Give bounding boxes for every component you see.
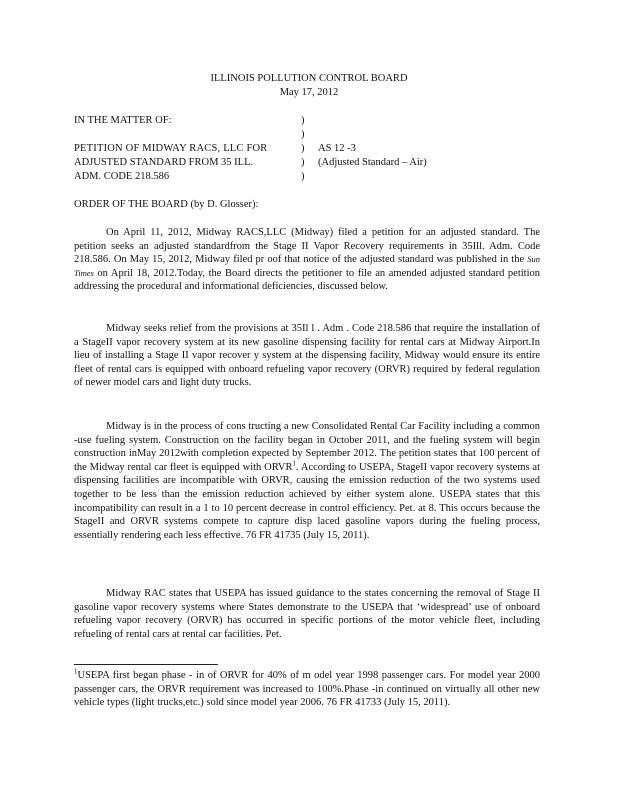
caption-paren: ): [301, 129, 305, 140]
paragraph-3-text-b: . According to USEPA, StageII vapor recovery systems at dispensing facilities are incompatible with ORVR, causing the emission reduction of the two systems used together to be less than the emission reduction achieved by either system alone. USEPA states that this incompatibility can result in a 1 to 10 percent decrease in control efficiency. Pet. at 8. This occurs because the StageII and ORVR systems compete to capture disp laced gasoline vapors during the fueling process, essentially rendering each less effective. 76 FR 41735 (July 15, 2011).: [74, 461, 541, 541]
board-title: ILLINOIS POLLUTION CONTROL BOARD: [210, 73, 408, 84]
in-the-matter-label: IN THE MATTER OF:: [74, 115, 172, 126]
paragraph-4: [74, 587, 540, 641]
case-number: AS 12 -3: [318, 143, 356, 154]
petition-line-3: ADM. CODE 218.586: [74, 171, 170, 182]
paragraph-3-text-a: Midway is in the process of cons tructing a new Consolidated Rental Car Facility including a common -use fueling system. Construction on the facility began in October 2011, and the fueling system will begin construction inMay 2012with completion expected by September 2012. The petition states that 100 percent of the Midway rental car fleet is equipped with ORVR: [74, 421, 540, 473]
caption-paren: ): [301, 157, 305, 168]
footnote-reference[interactable]: 1: [292, 459, 296, 468]
newspaper-name: Sun Times: [74, 254, 540, 278]
footnote-text: USEPA first began phase - in of ORVR for 40% of m odel year 1998 passenger cars. For model year 2000 passenger cars, the ORVR requirement was increased to 100%.Phase -in continued on virtually all other new vehicle types (light trucks,etc.) sold since model year 2006. 76 FR 41733 (July 15, 2011).: [74, 670, 540, 709]
order-date: May 17, 2012: [279, 87, 339, 98]
footnote: [74, 669, 540, 710]
paragraph-1-text-b: on April 18, 2012.Today, the Board directs the petitioner to file an amended adjusted standard petition addressing the procedural and informational deficiencies, discussed below.: [74, 267, 540, 293]
footnote-divider: [74, 664, 218, 665]
petition-line-2: ADJUSTED STANDARD FROM 35 ILL.: [74, 157, 254, 168]
paragraph-4-text: Midway RAC states that USEPA has issued guidance to the states concerning the removal of Stage II gasoline vapor recovery systems where States demonstrate to the USEPA that ‘widespread’ use of onboard refueling vapor recovery (ORVR) has occurred in specific portions of the motor vehicle fleet, including refueling of rental cars at rental car facilities. Pet.: [74, 588, 540, 640]
case-type: (Adjusted Standard – Air): [318, 157, 427, 168]
footnote-marker: 1: [74, 667, 78, 676]
order-heading: ORDER OF THE BOARD (by D. Glosser):: [74, 199, 259, 210]
paragraph-1: [74, 226, 540, 294]
caption-paren: ): [301, 143, 305, 154]
paragraph-3: [74, 420, 540, 542]
paragraph-2-text: Midway seeks relief from the provisions at 35Il l . Adm . Code 218.586 that require the installation of a StageII vapor recovery system at its new gasoline dispensing facility for rental cars at Midway Airport.In lieu of installing a Stage II vapor recover y system at the dispensing facility, Midway would ensure its entire fleet of rental cars is equipped with onboard refueling vapor recovery (ORVR) required by federal regulation of newer model cars and light duty trucks.: [74, 323, 540, 389]
caption-paren: ): [301, 115, 305, 126]
petition-line-1: PETITION OF MIDWAY RACS, LLC FOR: [74, 143, 268, 154]
caption-paren: ): [301, 171, 305, 182]
paragraph-2: [74, 322, 540, 390]
paragraph-1-text-a: On April 11, 2012, Midway RACS,LLC (Midway) filed a petition for an adjusted standard. The petition seeks an adjusted standardfrom the Stage II Vapor Recovery requirements in 35Ill. Adm. Code 218.586. On May 15, 2012, Midway filed pr oof that notice of the adjusted standard was published in the: [74, 227, 540, 266]
